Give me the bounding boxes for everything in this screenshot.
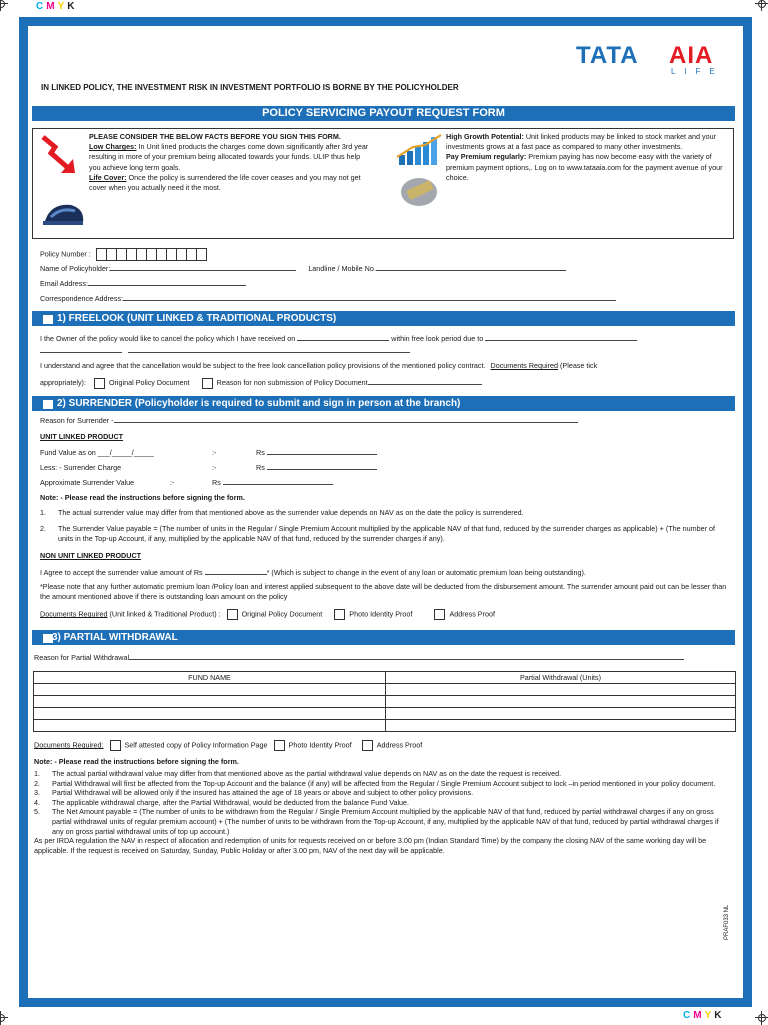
- surrender-charge-row: Less: - Surrender Charge :- Rs: [40, 462, 377, 472]
- partial-units-header: Partial Withdrawal (Units): [386, 672, 736, 684]
- non-submission-reason-field[interactable]: [368, 377, 482, 385]
- withdrawal-reason-field[interactable]: [129, 652, 684, 660]
- surrender-reason-row: Reason for Surrender -: [40, 415, 578, 425]
- freelook-line1: I the Owner of the policy would like to cancel the policy which I have received on within free look period due to: [40, 333, 637, 343]
- form-title: POLICY SERVICING PAYOUT REQUEST FORM: [32, 106, 735, 121]
- original-policy-checkbox-1[interactable]: [94, 378, 105, 389]
- cmyk-marks-bottom: CMYK: [683, 1010, 725, 1021]
- table-header-row: [34, 672, 736, 684]
- growth-chart-icon: [395, 133, 445, 167]
- freelook-reason-cont-a[interactable]: [40, 345, 122, 353]
- withdrawal-docs-row: Documents Required: Self attested copy of Policy Information Page Photo Identity Proof Address Proof: [34, 740, 423, 750]
- correspondence-field[interactable]: [123, 293, 616, 301]
- units-cell[interactable]: [386, 708, 736, 720]
- table-row: [34, 720, 736, 732]
- surrender-section-header: 2) SURRENDER (Policyholder is required to submit and sign in person at the branch): [32, 396, 735, 411]
- withdrawal-note-heading: Note: - Please read the instructions before signing the form.: [34, 757, 239, 766]
- registration-mark: [0, 1011, 8, 1025]
- table-row: [34, 708, 736, 720]
- disclaimer: IN LINKED POLICY, THE INVESTMENT RISK IN INVESTMENT PORTFOLIO IS BORNE BY THE POLICYHOLDER: [41, 83, 459, 92]
- facts-box: [32, 128, 734, 239]
- table-row: [34, 696, 736, 708]
- policyholder-name-row: Name of Policyholder: Landline / Mobile No.: [40, 263, 566, 273]
- facts-right-text: High Growth Potential: Unit linked products may be linked to stock market and your investments grows at a fast pace as compared to many other investments. Pay Premium regularly: Premium paying has now become easy with the variety of premium payment options,. Log on to www.tataaia.com for the payment avenue of your choice.: [446, 132, 723, 182]
- policy-number-boxes[interactable]: [97, 249, 207, 258]
- freelook-line2: I understand and agree that the cancellation would be subject to the free look cancellation policy provisions of the mentioned policy contract. Documents Required (Please tick: [40, 361, 598, 370]
- registration-mark: [0, 0, 8, 11]
- nul-heading: NON UNIT LINKED PRODUCT: [40, 551, 142, 560]
- received-date-field[interactable]: [297, 333, 389, 341]
- facts-left-text: PLEASE CONSIDER THE BELOW FACTS BEFORE YOU SIGN THIS FORM. Low Charges: In Unit lined products the charges come down significantly after 3rd year resulting in more of your premium being allocated towards your funds. ULIP thus help you achieve long term goals. Life Cover: Once the policy is surrendered the life cover ceases and you may not get cover when you actually need it the most.: [89, 132, 369, 193]
- payment-card-icon: [397, 175, 443, 209]
- freelook-reason-field[interactable]: [485, 333, 637, 341]
- withdrawal-notes-list: 1. The actual partial withdrawal value may differ from that mentioned above as the partial withdrawal value depends on NAV as on the date the request is received. 2. Partial Withdrawal will first be affected from the Top-up Account and the balance (if any) will be affected from the Regular / Single Premium Account subject to lock –in period mentioned in your policy document. 3. Partial Withdrawal will be allowed only if the insured has attained the age of 18 years or above and subject to other policy provisions. 4. The applicable withdrawal charge, after the Partial Withdrawal, would be deducted from the balance Fund Value. 5. The Net Amount payable = (The number of units to be withdrawn from the Regular / Single Premium Account multiplied by the applicable NAV of that fund, reduced by partial withdrawal charges if any on gross partial withdrawal units of regular premium account) + (The number of units to be withdrawn from the Top-up Account, if any, multiplied by the applicable NAV of that fund, reduced by partial withdrawal charges if any on gross partial withdrawal units of top up account.) As per IRDA regulation the NAV in respect of allocation and redemption of units for requests received on or before 3.00 pm (Indian Standard Time) by the company the closing NAV of the same working day will be applicable. If the request is received on Saturday, Sunday, Public Holiday or after 3.00 pm, NAV of the next day will be applicable.: [34, 769, 724, 855]
- fund-value-field[interactable]: [267, 447, 377, 455]
- fund-name-cell[interactable]: [34, 708, 386, 720]
- ulp-heading: UNIT LINKED PRODUCT: [40, 432, 124, 441]
- agree-row: I Agree to accept the surrender value amount of Rs * (Which is subject to change in the event of any loan or automatic premium loan being outstanding).: [40, 568, 586, 577]
- policy-number-row: Policy Number :: [40, 248, 207, 261]
- table-row: [34, 684, 736, 696]
- surrender-checkbox[interactable]: [42, 399, 54, 410]
- agree-amount-field[interactable]: [205, 567, 267, 575]
- withdrawal-reason-row: Reason for Partial Withdrawal: [34, 652, 684, 662]
- photo-id-checkbox-1[interactable]: [334, 609, 345, 620]
- policyholder-name-field[interactable]: [110, 263, 296, 271]
- fund-name-cell[interactable]: [34, 696, 386, 708]
- units-cell[interactable]: [386, 720, 736, 732]
- surrender-note-heading: Note: - Please read the instructions before signing the form.: [40, 493, 245, 502]
- fund-name-cell[interactable]: [34, 720, 386, 732]
- fund-name-cell[interactable]: [34, 684, 386, 696]
- fund-name-header: FUND NAME: [34, 672, 386, 684]
- irda-note: As per IRDA regulation the NAV in respect of allocation and redemption of units for requests received on or before 3.00 pm (Indian Standard Time) by the company the closing NAV of the same working day will be applicable. If the request is received on Saturday, Sunday, Public Holiday or after 3.00 pm, NAV of the next day will be applicable.: [34, 836, 707, 855]
- registration-mark: [755, 1011, 768, 1025]
- fund-table: [33, 671, 736, 732]
- approx-value-row: Approximate Surrender Value :- Rs: [40, 477, 333, 487]
- approx-value-field[interactable]: [223, 477, 333, 485]
- address-proof-checkbox-2[interactable]: [362, 740, 373, 751]
- registration-mark: [755, 0, 768, 11]
- surrender-charge-field[interactable]: [267, 462, 377, 470]
- non-submission-checkbox[interactable]: [202, 378, 213, 389]
- photo-id-checkbox-2[interactable]: [274, 740, 285, 751]
- falling-arrow-icon: [39, 133, 83, 177]
- units-cell[interactable]: [386, 696, 736, 708]
- withdrawal-section-header: 3) PARTIAL WITHDRAWAL: [32, 630, 735, 645]
- freelook-reason-cont-b[interactable]: [128, 345, 410, 353]
- surrender-reason-field[interactable]: [114, 415, 578, 423]
- surrender-note-2: 2. The Surrender Value payable = (The number of units in the Regular / Single Premium Account multiplied by the applicable NAV of that fund, reduced by the surrender charges as applicable) + (The number of units in the Top-up Account, if any, multiplied by the applicable NAV of that fund, reduced by the surrender charges if any).: [40, 524, 715, 543]
- umbrella-icon: [41, 201, 87, 233]
- freelook-checkbox[interactable]: [42, 314, 54, 325]
- cmyk-marks-top: CMYK: [36, 1, 78, 12]
- tata-aia-logo: TATA AIA LIFE: [576, 42, 724, 76]
- star-note: *Please note that any further automatic premium loan /Policy loan and interest applied subsequent to the above date will be deducted from the disbursement amount. The surrender amount paid out can be lesser than the amount mentioned above if there is outstanding loan amount on the policy: [40, 582, 727, 601]
- email-field[interactable]: [88, 278, 246, 286]
- email-row: Email Address:: [40, 278, 246, 288]
- landline-field[interactable]: [376, 263, 566, 271]
- freelook-docs-row: appropriately): Original Policy Document Reason for non submission of Policy Document: [40, 377, 482, 389]
- surrender-note-1: 1. The actual surrender value may differ from that mentioned above as the surrender value depends on NAV as on the date the policy is surrendered.: [40, 508, 524, 517]
- form-code: PRAF033 NL: [724, 904, 730, 940]
- freelook-line1-cont: [40, 345, 410, 355]
- units-cell[interactable]: [386, 684, 736, 696]
- freelook-section-header: 1) FREELOOK (UNIT LINKED & TRADITIONAL PRODUCTS): [32, 311, 735, 326]
- address-proof-checkbox-1[interactable]: [434, 609, 445, 620]
- policy-info-copy-checkbox[interactable]: [110, 740, 121, 751]
- original-policy-checkbox-2[interactable]: [227, 609, 238, 620]
- fund-value-row: Fund Value as on ___/_____/_____ :- Rs: [40, 447, 377, 457]
- correspondence-row: Correspondence Address:: [40, 293, 616, 303]
- surrender-docs-row: Documents Required (Unit linked & Traditional Product) : Original Policy Document Photo Identity Proof Address Proof: [40, 609, 495, 619]
